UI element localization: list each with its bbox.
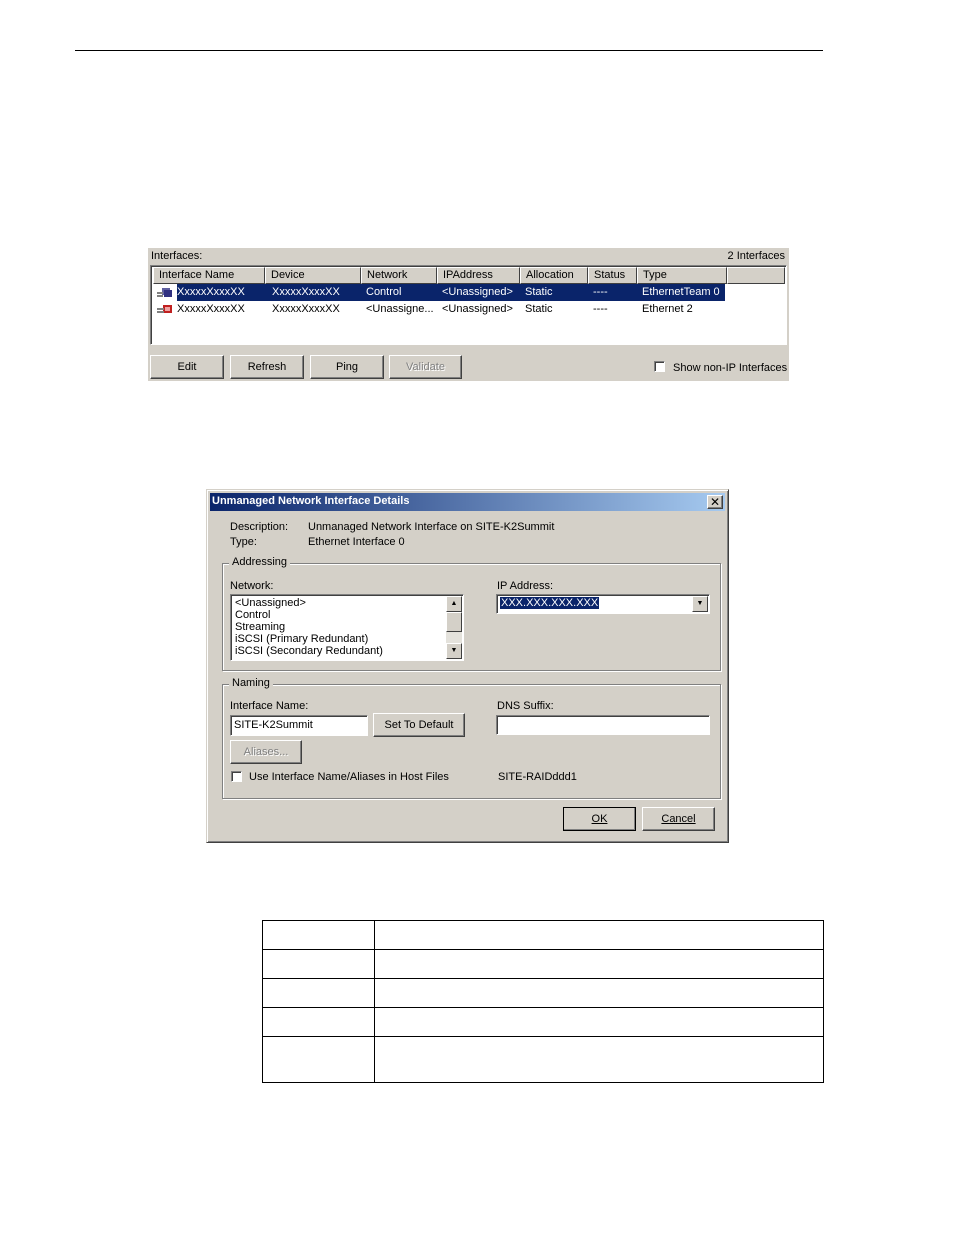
cancel-button[interactable] (642, 807, 715, 831)
table-row[interactable] (153, 284, 785, 301)
network-adapter-icon (156, 303, 174, 316)
page-top-rule (75, 50, 823, 51)
column-filler (727, 267, 785, 284)
interface-name-label: Interface Name: (230, 700, 309, 712)
chevron-down-icon[interactable]: ▼ (692, 596, 708, 612)
column-type[interactable]: Type (637, 267, 727, 284)
show-non-ip-checkbox[interactable] (654, 361, 665, 372)
ping-button[interactable]: Ping (310, 355, 384, 379)
use-hosts-checkbox[interactable] (231, 771, 242, 782)
list-header (153, 267, 785, 284)
table-cell (263, 921, 375, 950)
ip-address-label: IP Address: (497, 580, 554, 592)
cell-allocation: Static (525, 286, 553, 298)
edit-button[interactable]: Edit (150, 355, 224, 379)
table-cell (263, 1037, 375, 1083)
network-team-icon (156, 286, 174, 299)
cell-device: XxxxxXxxxXX (272, 303, 340, 315)
ip-address-combo[interactable] (496, 594, 710, 614)
column-network[interactable]: Network (361, 267, 437, 284)
table-row (263, 950, 824, 979)
aliases-button[interactable]: Aliases... (230, 740, 302, 764)
table-cell (375, 1008, 824, 1037)
show-non-ip-label: Show non-IP Interfaces (673, 362, 788, 374)
table-row (263, 1008, 824, 1037)
validate-button[interactable]: Validate (389, 355, 462, 379)
table-row (263, 921, 824, 950)
cell-interface-name: XxxxxXxxxXX (177, 286, 245, 298)
interfaces-list[interactable] (150, 265, 787, 345)
scroll-thumb[interactable] (446, 612, 462, 632)
network-scrollbar[interactable] (446, 596, 462, 659)
network-label: Network: (230, 580, 274, 592)
refresh-button[interactable]: Refresh (230, 355, 304, 379)
cancel-button-label: Cancel (661, 813, 696, 825)
scroll-down-icon[interactable]: ▼ (446, 643, 462, 659)
type-label: Type: (230, 536, 257, 548)
ok-button-label: OK (591, 813, 608, 825)
list-item[interactable]: <Unassigned> (235, 597, 306, 609)
list-item[interactable]: iSCSI (Primary Redundant) (235, 633, 369, 645)
interfaces-count: 2 Interfaces (727, 250, 785, 262)
interface-details-dialog (206, 489, 729, 843)
dialog-titlebar (210, 493, 725, 511)
interfaces-label: Interfaces: (151, 250, 203, 262)
cell-allocation: Static (525, 303, 553, 315)
cell-network: <Unassigne... (366, 303, 434, 315)
table-cell (263, 979, 375, 1008)
cell-ipaddress: <Unassigned> (442, 303, 513, 315)
dns-suffix-label: DNS Suffix: (497, 700, 554, 712)
column-device[interactable]: Device (265, 267, 361, 284)
cell-ipaddress: <Unassigned> (442, 286, 513, 298)
dialog-title: Unmanaged Network Interface Details (212, 495, 410, 507)
list-item[interactable]: Control (235, 609, 271, 621)
list-item[interactable]: iSCSI (Secondary Redundant) (235, 645, 383, 657)
table-cell (375, 950, 824, 979)
table-cell (375, 921, 824, 950)
table-row[interactable] (153, 301, 785, 318)
set-to-default-button[interactable]: Set To Default (373, 713, 465, 737)
interface-name-field[interactable]: SITE-K2Summit (230, 715, 368, 736)
cell-network: Control (366, 286, 402, 298)
description-value: Unmanaged Network Interface on SITE-K2Summit (308, 521, 555, 533)
description-label: Description: (230, 521, 289, 533)
cell-status: ---- (593, 286, 608, 298)
scroll-up-icon[interactable]: ▲ (446, 596, 462, 612)
document-table (262, 920, 824, 1083)
table-cell (263, 1008, 375, 1037)
column-ipaddress[interactable]: IPAddress (437, 267, 520, 284)
dns-suffix-field[interactable] (496, 715, 710, 735)
column-status[interactable]: Status (588, 267, 637, 284)
table-row (263, 979, 824, 1008)
column-allocation[interactable]: Allocation (520, 267, 588, 284)
naming-group-label: Naming (229, 677, 273, 689)
cell-type: Ethernet 2 (642, 303, 693, 315)
ok-button[interactable] (563, 807, 636, 831)
list-item[interactable]: Streaming (235, 621, 286, 633)
cell-interface-name: XxxxxXxxxXX (177, 303, 245, 315)
interfaces-panel (148, 248, 789, 381)
type-value: Ethernet Interface 0 (308, 536, 405, 548)
network-listbox[interactable] (230, 594, 464, 661)
cell-type: EthernetTeam 0 (642, 286, 720, 298)
cell-status: ---- (593, 303, 608, 315)
use-hosts-label: Use Interface Name/Aliases in Host Files (249, 771, 449, 783)
table-cell (375, 979, 824, 1008)
ip-address-value: XXX.XXX.XXX.XXX (501, 597, 599, 609)
cell-device: XxxxxXxxxXX (272, 286, 340, 298)
addressing-group-label: Addressing (229, 556, 290, 568)
table-cell (263, 950, 375, 979)
column-interface-name[interactable]: Interface Name (153, 267, 265, 284)
host-name-value: SITE-RAIDddd1 (498, 771, 577, 783)
table-cell (375, 1037, 824, 1083)
close-icon[interactable]: ✕ (707, 495, 723, 509)
table-row (263, 1037, 824, 1083)
